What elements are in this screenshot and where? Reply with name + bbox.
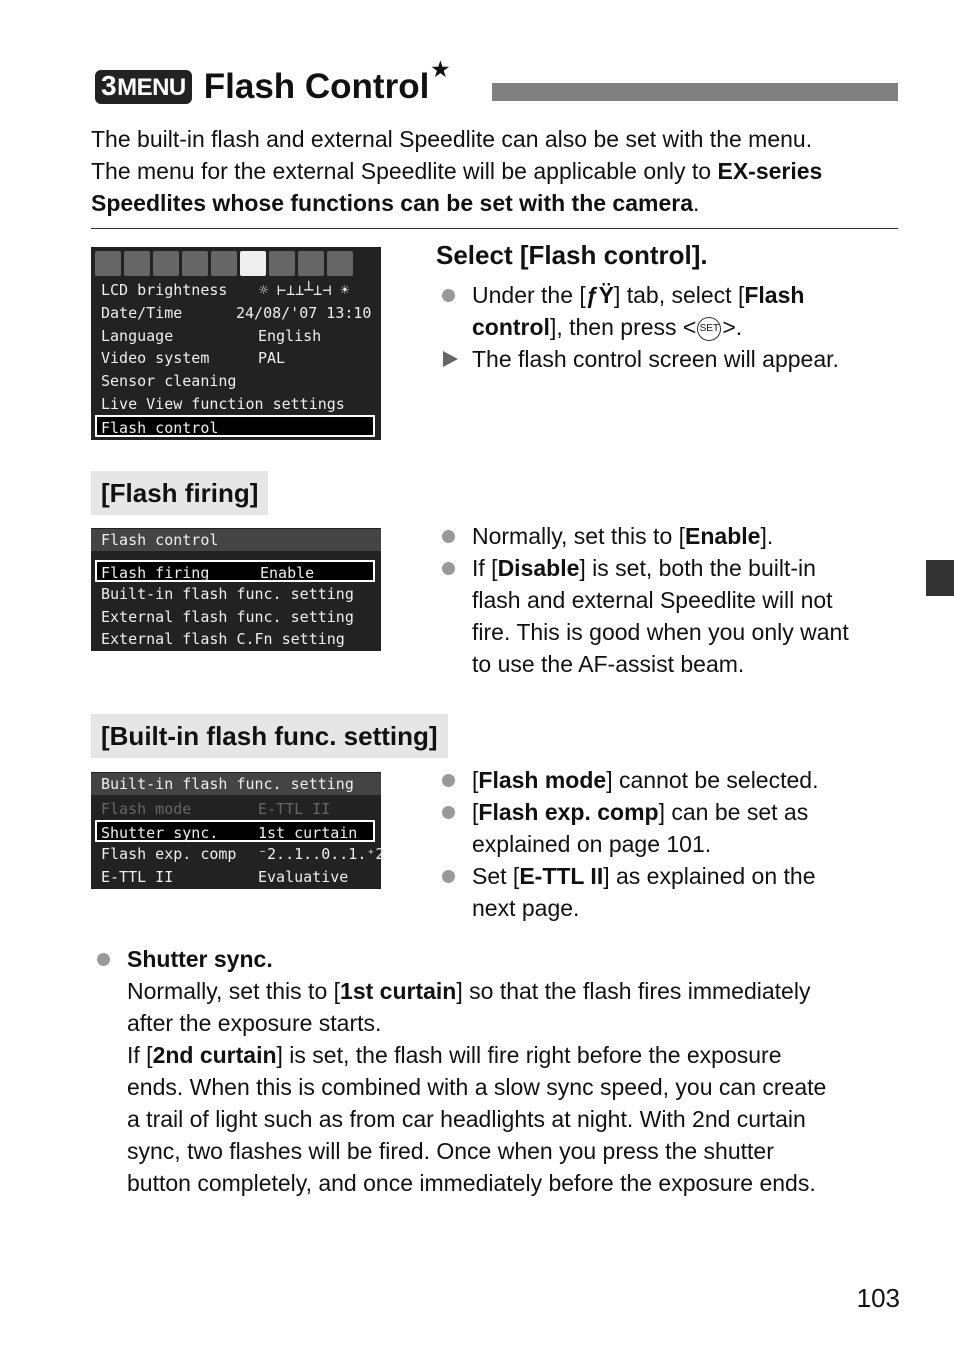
lcd-row: Live View function settings — [101, 395, 345, 413]
lcd-row: Language English — [101, 327, 322, 345]
list-item: Normally, set this to [Enable]. — [436, 520, 906, 552]
lcd-flash-control — [91, 528, 381, 651]
setup-tab-icon: ƒŸ — [585, 282, 614, 308]
builtin-bullets — [436, 764, 906, 924]
star-icon: ★ — [431, 59, 450, 81]
shooting-tab-icon — [95, 251, 121, 276]
list-item: If [Disable] is set, both the built-in flash and external Speedlite will not fire. This is good when you only want to use the AF-assist beam. — [436, 552, 906, 680]
lcd-row: Built-in flash func. setting — [101, 585, 354, 603]
section-heading: [Built-in flash func. setting] — [91, 714, 448, 758]
list-item: Under the [ƒŸ] tab, select [Flash control], then press < SET >. — [436, 279, 906, 343]
mymenu-tab-icon — [327, 251, 353, 276]
list-item: [Flash exp. comp] can be set as explained on page 101. — [436, 796, 906, 860]
lcd-row-selected: Flash control — [95, 415, 375, 437]
section-heading: [Flash firing] — [91, 471, 268, 515]
setup-tab-icon — [240, 251, 266, 276]
page-title — [95, 59, 450, 110]
lcd-title-row: Built-in flash func. setting — [91, 773, 381, 795]
menu-badge-icon: 3MENU — [95, 70, 192, 104]
lcd-row: E-TTL II Evaluative — [101, 868, 349, 886]
lcd-row: External flash func. setting — [101, 608, 354, 626]
title-bar — [492, 83, 898, 101]
lcd-row: Sensor cleaning — [101, 372, 237, 390]
list-item: The flash control screen will appear. — [436, 343, 906, 375]
shooting-tab-icon — [153, 251, 179, 276]
lcd-title-row: Flash control — [91, 529, 381, 551]
page-number: 103 — [856, 1283, 900, 1313]
lcd-builtin-flash — [91, 772, 385, 889]
list-item: Set [E-TTL II] as explained on the next page. — [436, 860, 906, 924]
lcd-row: Video system PAL — [101, 349, 286, 367]
lcd-row-disabled: Flash mode E-TTL II — [101, 800, 331, 818]
setup-tab-icon — [298, 251, 324, 276]
shutter-sync-body: Normally, set this to [1st curtain] so that the flash fires immediately after the exposure starts. If [2nd curtain] is set, the flash will fire right before the exposure ends. When this is combined with a slow sync speed, you can create a trail of light such as from car headlights at night. With 2nd curtain sync, two flashes will be fired. Once when you press the shutter button completely, and once immediately before the exposure ends. — [127, 978, 827, 1196]
list-item: [Flash mode] cannot be selected. — [436, 764, 906, 796]
lcd-row: Flash exp. comp ⁻2..1..0..1.⁺2 — [101, 845, 385, 863]
step-bullets — [436, 279, 906, 375]
lcd-row-selected: Flash firing Enable — [95, 560, 375, 582]
set-button-icon: SET — [697, 317, 721, 341]
lcd-row-selected: Shutter sync. 1st curtain — [95, 820, 375, 842]
lcd-row: LCD brightness ☼ ⊢⊥⊥┴⊥⊣ ☀ — [101, 281, 350, 299]
chapter-tab-marker — [926, 560, 954, 596]
shutter-sync-section — [91, 943, 906, 1199]
intro-paragraph: The built-in flash and external Speedlite can also be set with the menu. The menu for the external Speedlite will be applicable only to EX-series Speedlites whose functions can be set with the camera. — [91, 126, 823, 216]
shooting-tab-icon — [182, 251, 208, 276]
menu-tabs — [95, 251, 381, 277]
title-text: Flash Control ★ — [203, 59, 450, 106]
divider — [91, 228, 898, 229]
playback-tab-icon — [211, 251, 237, 276]
lcd-row: External flash C.Fn setting — [101, 630, 345, 648]
lcd-row: Date/Time 24/08/'07 13:10 — [101, 304, 372, 322]
setup-tab-icon — [269, 251, 295, 276]
shooting-tab-icon — [124, 251, 150, 276]
lcd-setup-menu — [91, 247, 381, 440]
step-title: Select [Flash control]. — [436, 240, 708, 270]
brightness-scale-icon: ☼ ⊢⊥⊥┴⊥⊣ ☀ — [259, 281, 350, 299]
flash-firing-bullets — [436, 520, 906, 680]
list-item-heading: Shutter sync. — [91, 943, 906, 975]
